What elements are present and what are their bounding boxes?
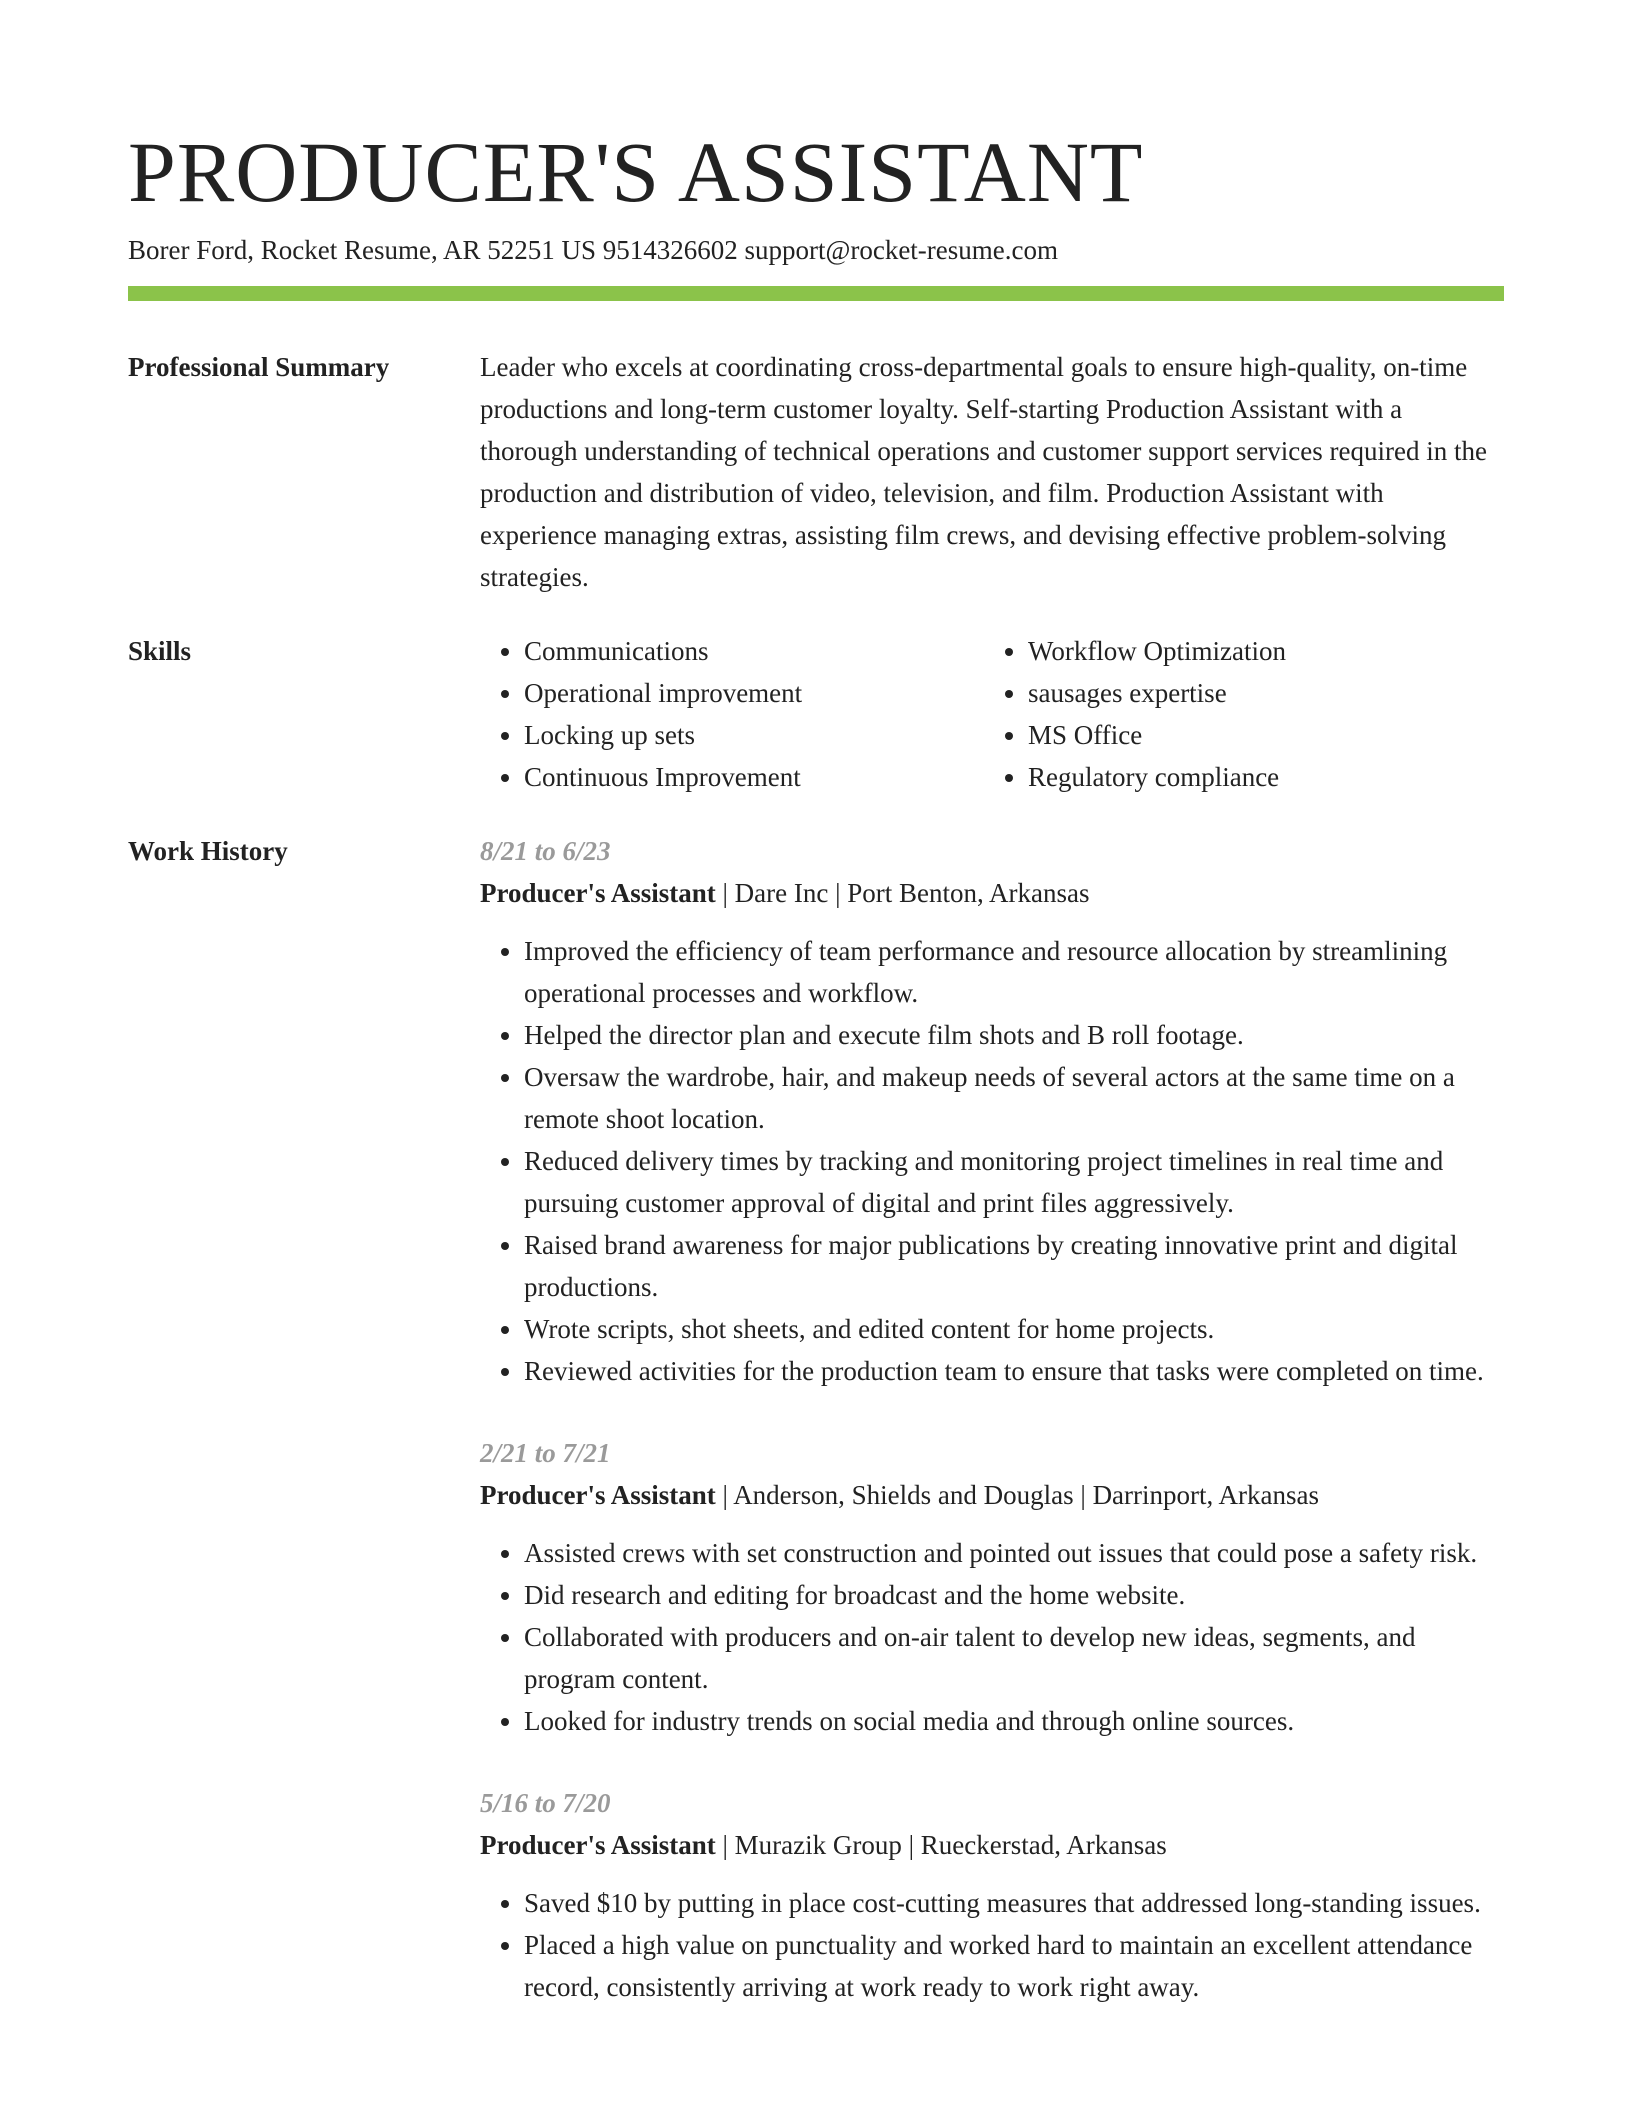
job-bullet: • Reduced delivery times by tracking and monitoring project timelines in real time and pursuing customer approval of digital and print files aggressively. [524,1140,1504,1224]
skills-list-left [480,630,984,798]
job-location: Rueckerstad, Arkansas [920,1830,1167,1860]
skill-item: • Communications [524,630,984,672]
job-entry [480,1432,1504,1742]
job-bullets [480,1532,1504,1742]
job-entry [480,1782,1504,2008]
work-history-heading: Work History [128,836,288,866]
resume-page [128,124,1504,2048]
summary-section [128,346,1504,598]
job-location: Port Benton, Arkansas [847,878,1090,908]
job-bullet: • Improved the efficiency of team performance and resource allocation by streamlining operational processes and workflow. [524,930,1504,1014]
skills-list-right [984,630,1488,798]
summary-text: Leader who excels at coordinating cross-departmental goals to ensure high-quality, on-time productions and long-term customer loyalty. Self-starting Production Assistant with a thorough understanding of technical operations and customer support services required in the production and distribution of video, television, and film. Production Assistant with experience managing extras, assisting film crews, and devising effective problem-solving strategies. [480,352,1487,592]
skill-item: • Continuous Improvement [524,756,984,798]
job-bullet: • Helped the director plan and execute film shots and B roll footage. [524,1014,1504,1056]
skill-item: • MS Office [1028,714,1488,756]
skill-item: • sausages expertise [1028,672,1488,714]
job-bullet: • Oversaw the wardrobe, hair, and makeup needs of several actors at the same time on a remote shoot location. [524,1056,1504,1140]
job-bullet: • Assisted crews with set construction and pointed out issues that could pose a safety risk. [524,1532,1504,1574]
skill-item: • Regulatory compliance [1028,756,1488,798]
job-bullet: • Wrote scripts, shot sheets, and edited content for home projects. [524,1308,1504,1350]
skill-item: • Locking up sets [524,714,984,756]
job-title: Producer's Assistant [480,1480,716,1510]
work-history-section [128,830,1504,2048]
skill-item: • Operational improvement [524,672,984,714]
job-bullet: • Saved $10 by putting in place cost-cutting measures that addressed long-standing issues. [524,1882,1504,1924]
job-bullets [480,930,1504,1392]
job-bullet: • Reviewed activities for the production team to ensure that tasks were completed on time. [524,1350,1504,1392]
job-bullet: • Looked for industry trends on social media and through online sources. [524,1700,1504,1742]
job-title: Producer's Assistant [480,878,716,908]
job-title: Producer's Assistant [480,1830,716,1860]
candidate-name: PRODUCER'S ASSISTANT [128,124,1144,220]
job-dates: 8/21 to 6/23 [480,836,611,866]
job-heading: Producer's Assistant | Dare Inc | Port Benton, Arkansas [480,878,1090,908]
job-heading: Producer's Assistant | Murazik Group | Rueckerstad, Arkansas [480,1830,1167,1860]
job-dates: 5/16 to 7/20 [480,1788,611,1818]
skills-section [128,630,1504,798]
summary-heading: Professional Summary [128,352,390,382]
skills-heading: Skills [128,636,192,666]
job-company: Dare Inc [734,878,829,908]
job-bullet: • Collaborated with producers and on-air talent to develop new ideas, segments, and program content. [524,1616,1504,1700]
job-bullet: • Raised brand awareness for major publications by creating innovative print and digital productions. [524,1224,1504,1308]
job-heading: Producer's Assistant | Anderson, Shields and Douglas | Darrinport, Arkansas [480,1480,1320,1510]
job-company: Murazik Group [734,1830,902,1860]
job-entry [480,830,1504,1392]
job-bullet: • Placed a high value on punctuality and worked hard to maintain an excellent attendance record, consistently arriving at work ready to work right away. [524,1924,1504,2008]
header-divider [128,286,1504,301]
job-dates: 2/21 to 7/21 [480,1438,611,1468]
job-company: Anderson, Shields and Douglas [733,1480,1074,1510]
job-location: Darrinport, Arkansas [1092,1480,1320,1510]
job-bullet: • Did research and editing for broadcast and the home website. [524,1574,1504,1616]
job-bullets [480,1882,1504,2008]
contact-line: Borer Ford, Rocket Resume, AR 52251 US 9514326602 support@rocket-resume.com [128,235,1058,265]
skill-item: • Workflow Optimization [1028,630,1488,672]
